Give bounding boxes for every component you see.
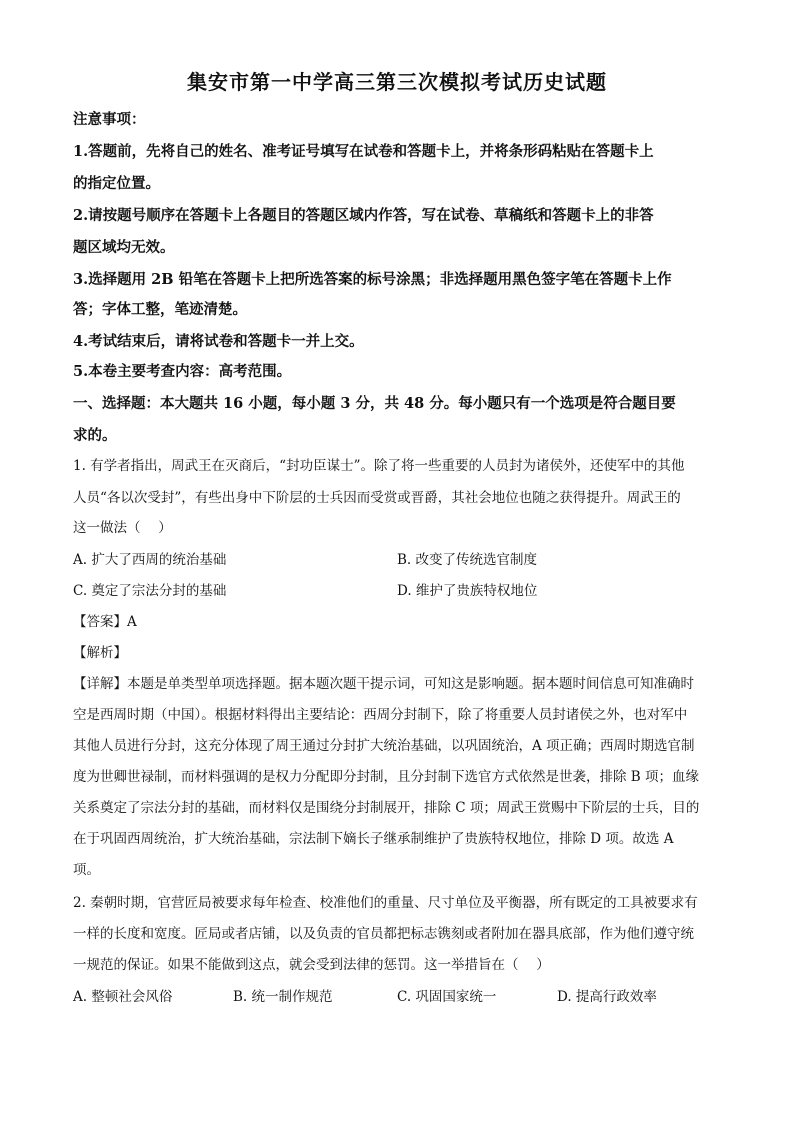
q2-stem-line: 一样的长度和宽度。匠局或者店铺，以及负责的官员都把标志镌刻或者附加在器具底部，作为他们遵守统 — [73, 926, 694, 942]
q1-detail-line: 项。 — [73, 862, 100, 878]
q1-detail-line: 度为世卿世禄制，而材料强调的是权力分配即分封制，且分封制下选官方式依然是世袭，排除 B 项；血缘 — [73, 769, 700, 785]
q1-detail-line: 关系奠定了宗法分封的基础，而材料仅是围绕分封制展开，排除 C 项；周武王赏赐中下阶层的士兵，目的 — [73, 800, 700, 816]
q1-analysis-label: 【解析】 — [73, 645, 127, 661]
notice-line: 3.选择题用 2B 铅笔在答题卡上把所选答案的标号涂黑；非选择题用黑色签字笔在答题卡上作 — [73, 271, 672, 288]
q1-option-a: A. 扩大了西周的统治基础 — [73, 552, 227, 568]
q2-stem-line: 一规范的保证。如果不能做到这点，就会受到法律的惩罚。这一举措旨在（ ） — [73, 957, 550, 973]
notice-line: 5.本卷主要考查内容：高考范围。 — [73, 363, 292, 380]
q1-answer: 【答案】A — [73, 614, 137, 630]
notice-line: 1.答题前，先将自己的姓名、准考证号填写在试卷和答题卡上，并将条形码粘贴在答题卡上 — [73, 143, 654, 160]
notice-line: 2.请按题号顺序在答题卡上各题目的答题区域内作答，写在试卷、草稿纸和答题卡上的非答 — [73, 207, 654, 224]
q2-stem-line: 2. 秦朝时期，官营匠局被要求每年检查、校准他们的重量、尺寸单位及平衡器，所有既定的工具被要求有 — [73, 895, 698, 911]
q2-option-c: C. 巩固国家统一 — [397, 989, 497, 1005]
page-title: 集安市第一中学高三第三次模拟考试历史试题 — [187, 70, 607, 94]
q2-option-b: B. 统一制作规范 — [233, 989, 333, 1005]
q1-stem-line: 人员“各以次受封”，有些出身中下阶层的士兵因而受赏或晋爵，其社会地位也随之获得提升。周武王的 — [73, 490, 681, 506]
q1-option-c: C. 奠定了宗法分封的基础 — [73, 583, 227, 599]
notice-line: 答；字体工整，笔迹清楚。 — [73, 301, 247, 318]
q1-detail-line: 其他人员进行分封，这充分体现了周王通过分封扩大统治基础，以巩固统治，A 项正确；西周时期选官制 — [73, 738, 695, 754]
section-heading: 一、选择题：本大题共 16 小题，每小题 3 分，共 48 分。每小题只有一个选项是符合题目要 — [73, 395, 676, 412]
notice-line: 4.考试结束后，请将试卷和答题卡一并上交。 — [73, 333, 364, 350]
q1-stem-line: 1. 有学者指出，周武王在灭商后，“封功臣谋士”。除了将一些重要的人员封为诸侯外，还使军中的其他 — [73, 458, 685, 474]
q1-stem-line: 这一做法（ ） — [73, 520, 172, 536]
section-heading-cont: 求的。 — [73, 427, 117, 444]
q1-option-b: B. 改变了传统选官制度 — [397, 552, 538, 568]
q1-detail-line: 空是西周时期（中国）。根据材料得出主要结论：西周分封制下，除了将重要人员封诸侯之外，也对军中 — [73, 707, 688, 723]
notice-heading: 注意事项： — [73, 111, 146, 128]
q2-option-d: D. 提高行政效率 — [557, 989, 657, 1005]
q1-option-d: D. 维护了贵族特权地位 — [397, 583, 538, 599]
notice-line: 题区域均无效。 — [73, 239, 175, 256]
q1-detail-line: 【详解】本题是单类型单项选择题。据本题次题干提示词，可知这是影响题。据本题时间信息可知准确时 — [73, 676, 694, 692]
q2-option-a: A. 整顿社会风俗 — [73, 989, 173, 1005]
q1-detail-line: 在于巩固西周统治，扩大统治基础，宗法制下嫡长子继承制维护了贵族特权地位，排除 D 项。故选 A — [73, 831, 674, 847]
notice-line: 的指定位置。 — [73, 175, 160, 192]
